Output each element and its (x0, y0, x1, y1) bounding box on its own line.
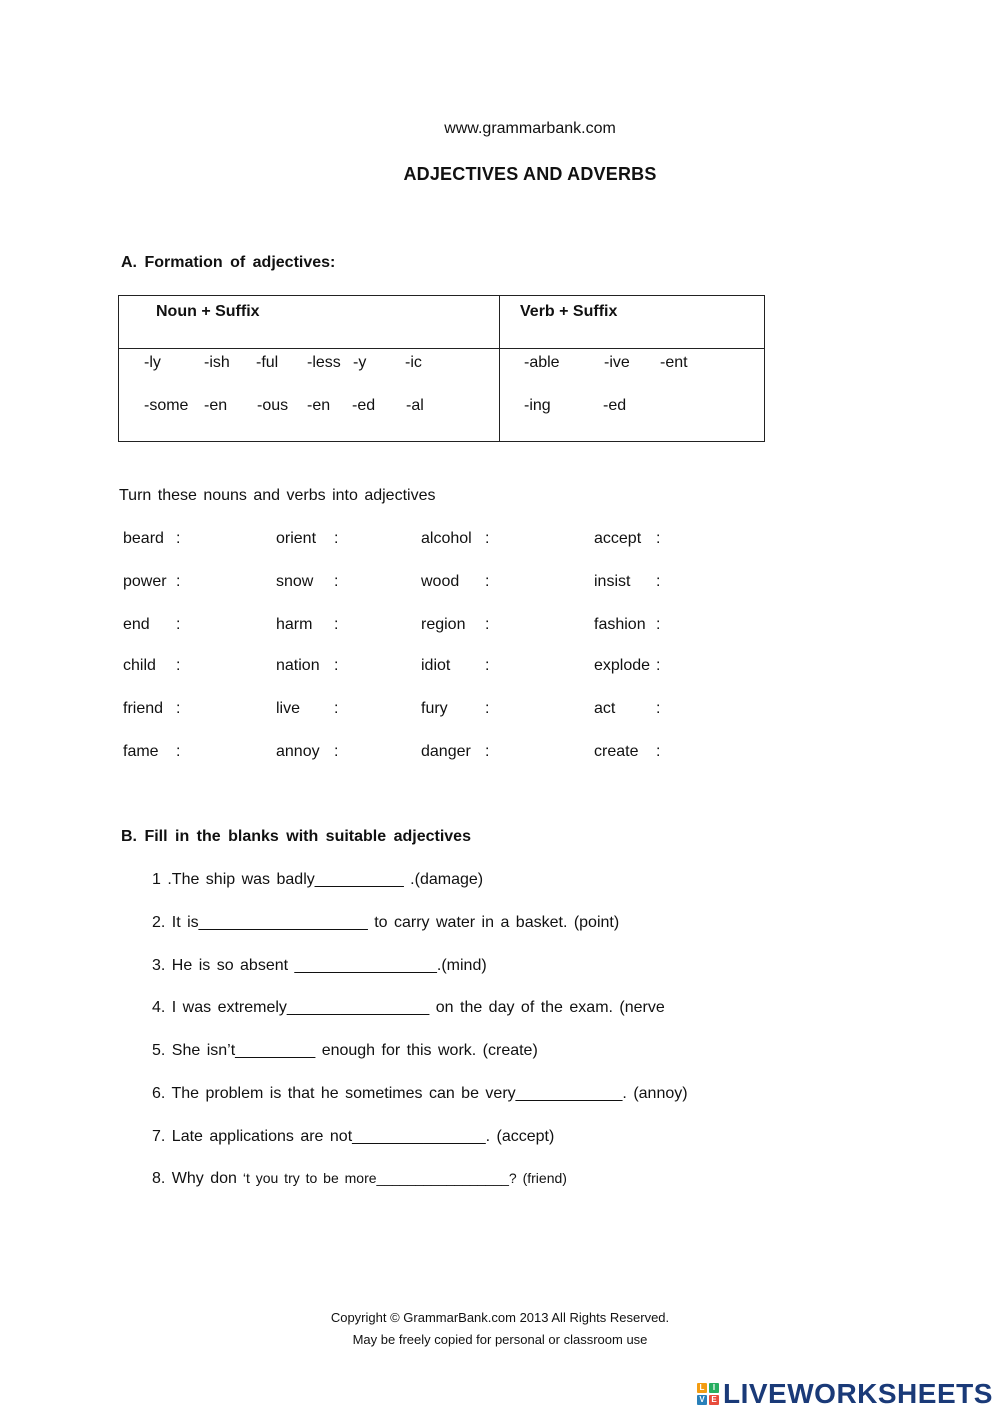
noun-suffix: -ful (256, 354, 279, 371)
instruction-text: Turn these nouns and verbs into adjectives (119, 487, 436, 504)
exercise-item-8-start: 8. Why don (152, 1170, 237, 1187)
vocab-word: live (276, 700, 301, 717)
exercise-item-6: 6. The problem is that he sometimes can be very____________. (annoy) (152, 1085, 688, 1102)
verb-suffix: -ive (604, 354, 630, 371)
vocab-colon: : (334, 530, 339, 547)
table-divider-vertical (499, 296, 500, 441)
vocab-colon: : (485, 616, 490, 633)
vocab-colon: : (485, 700, 490, 717)
section-b-heading: B. Fill in the blanks with suitable adjectives (121, 828, 471, 845)
verb-suffix-header: Verb + Suffix (520, 303, 618, 320)
noun-suffix-header: Noun + Suffix (156, 303, 260, 320)
exercise-item-5: 5. She isn’t_________ enough for this work. (create) (152, 1042, 538, 1059)
vocab-word: explode (594, 657, 651, 674)
vocab-colon: : (485, 657, 490, 674)
vocab-word: end (123, 616, 150, 633)
vocab-colon: : (656, 657, 661, 674)
noun-suffix: -al (406, 397, 424, 414)
vocab-word: annoy (276, 743, 320, 760)
vocab-colon: : (334, 700, 339, 717)
vocab-colon: : (334, 573, 339, 590)
noun-suffix: -ly (144, 354, 161, 371)
noun-suffix: -some (144, 397, 189, 414)
vocab-word: danger (421, 743, 471, 760)
exercise-item-8-rest: ‘t you try to be more_________________? (friend) (236, 1170, 567, 1186)
verb-suffix: -able (524, 354, 560, 371)
vocab-word: wood (421, 573, 460, 590)
vocab-word: create (594, 743, 639, 760)
vocab-word: harm (276, 616, 313, 633)
vocab-colon: : (334, 743, 339, 760)
table-divider-horizontal (119, 348, 764, 349)
vocab-colon: : (176, 530, 181, 547)
vocab-colon: : (176, 700, 181, 717)
vocab-word: child (123, 657, 156, 674)
vocab-colon: : (485, 530, 490, 547)
vocab-colon: : (334, 657, 339, 674)
vocab-word: accept (594, 530, 642, 547)
noun-suffix: -less (307, 354, 341, 371)
verb-suffix: -ed (603, 397, 627, 414)
vocab-colon: : (485, 743, 490, 760)
vocab-word: beard (123, 530, 164, 547)
logo-letter: L (697, 1383, 707, 1393)
exercise-item-4: 4. I was extremely________________ on the day of the exam. (nerve (152, 999, 665, 1016)
vocab-word: fashion (594, 616, 646, 633)
logo-letter: E (709, 1395, 719, 1405)
noun-suffix: -ish (204, 354, 230, 371)
vocab-word: insist (594, 573, 631, 590)
suffix-table (118, 295, 765, 442)
page-title: ADJECTIVES AND ADVERBS (403, 164, 657, 184)
website-url: www.grammarbank.com (444, 120, 616, 137)
vocab-word: region (421, 616, 466, 633)
vocab-colon: : (656, 530, 661, 547)
vocab-word: alcohol (421, 530, 472, 547)
vocab-colon: : (656, 616, 661, 633)
noun-suffix: -en (204, 397, 228, 414)
vocab-word: snow (276, 573, 314, 590)
vocab-colon: : (176, 573, 181, 590)
vocab-word: nation (276, 657, 320, 674)
usage-text: May be freely copied for personal or classroom use (352, 1332, 648, 1347)
logo-letter: I (709, 1383, 719, 1393)
vocab-colon: : (656, 743, 661, 760)
vocab-word: idiot (421, 657, 451, 674)
liveworksheets-icon (697, 1383, 719, 1405)
vocab-word: friend (123, 700, 164, 717)
vocab-colon: : (656, 573, 661, 590)
vocab-word: fame (123, 743, 159, 760)
exercise-item-8 (152, 1170, 567, 1188)
vocab-colon: : (485, 573, 490, 590)
noun-suffix: -y (353, 354, 367, 371)
verb-suffix: -ing (524, 397, 551, 414)
vocab-word: power (123, 573, 167, 590)
vocab-colon: : (176, 616, 181, 633)
noun-suffix: -ous (257, 397, 289, 414)
logo-letter: V (697, 1395, 707, 1405)
vocab-colon: : (656, 700, 661, 717)
vocab-word: fury (421, 700, 448, 717)
exercise-item-3: 3. He is so absent ________________.(mind) (152, 957, 487, 974)
vocab-colon: : (334, 616, 339, 633)
vocab-word: orient (276, 530, 317, 547)
noun-suffix: -ed (352, 397, 376, 414)
exercise-item-1: 1 .The ship was badly__________ .(damage) (152, 871, 484, 888)
exercise-item-7: 7. Late applications are not_______________. (accept) (152, 1128, 555, 1145)
copyright-text: Copyright © GrammarBank.com 2013 All Rights Reserved. (330, 1310, 670, 1325)
vocab-word: act (594, 700, 616, 717)
vocab-colon: : (176, 743, 181, 760)
verb-suffix: -ent (660, 354, 688, 371)
section-a-heading: A. Formation of adjectives: (121, 254, 336, 271)
liveworksheets-wordmark: LIVEWORKSHEETS (723, 1378, 993, 1409)
noun-suffix: -ic (405, 354, 422, 371)
noun-suffix: -en (307, 397, 331, 414)
vocab-colon: : (176, 657, 181, 674)
exercise-item-2: 2. It is___________________ to carry water in a basket. (point) (152, 914, 620, 931)
liveworksheets-logo (697, 1378, 993, 1410)
